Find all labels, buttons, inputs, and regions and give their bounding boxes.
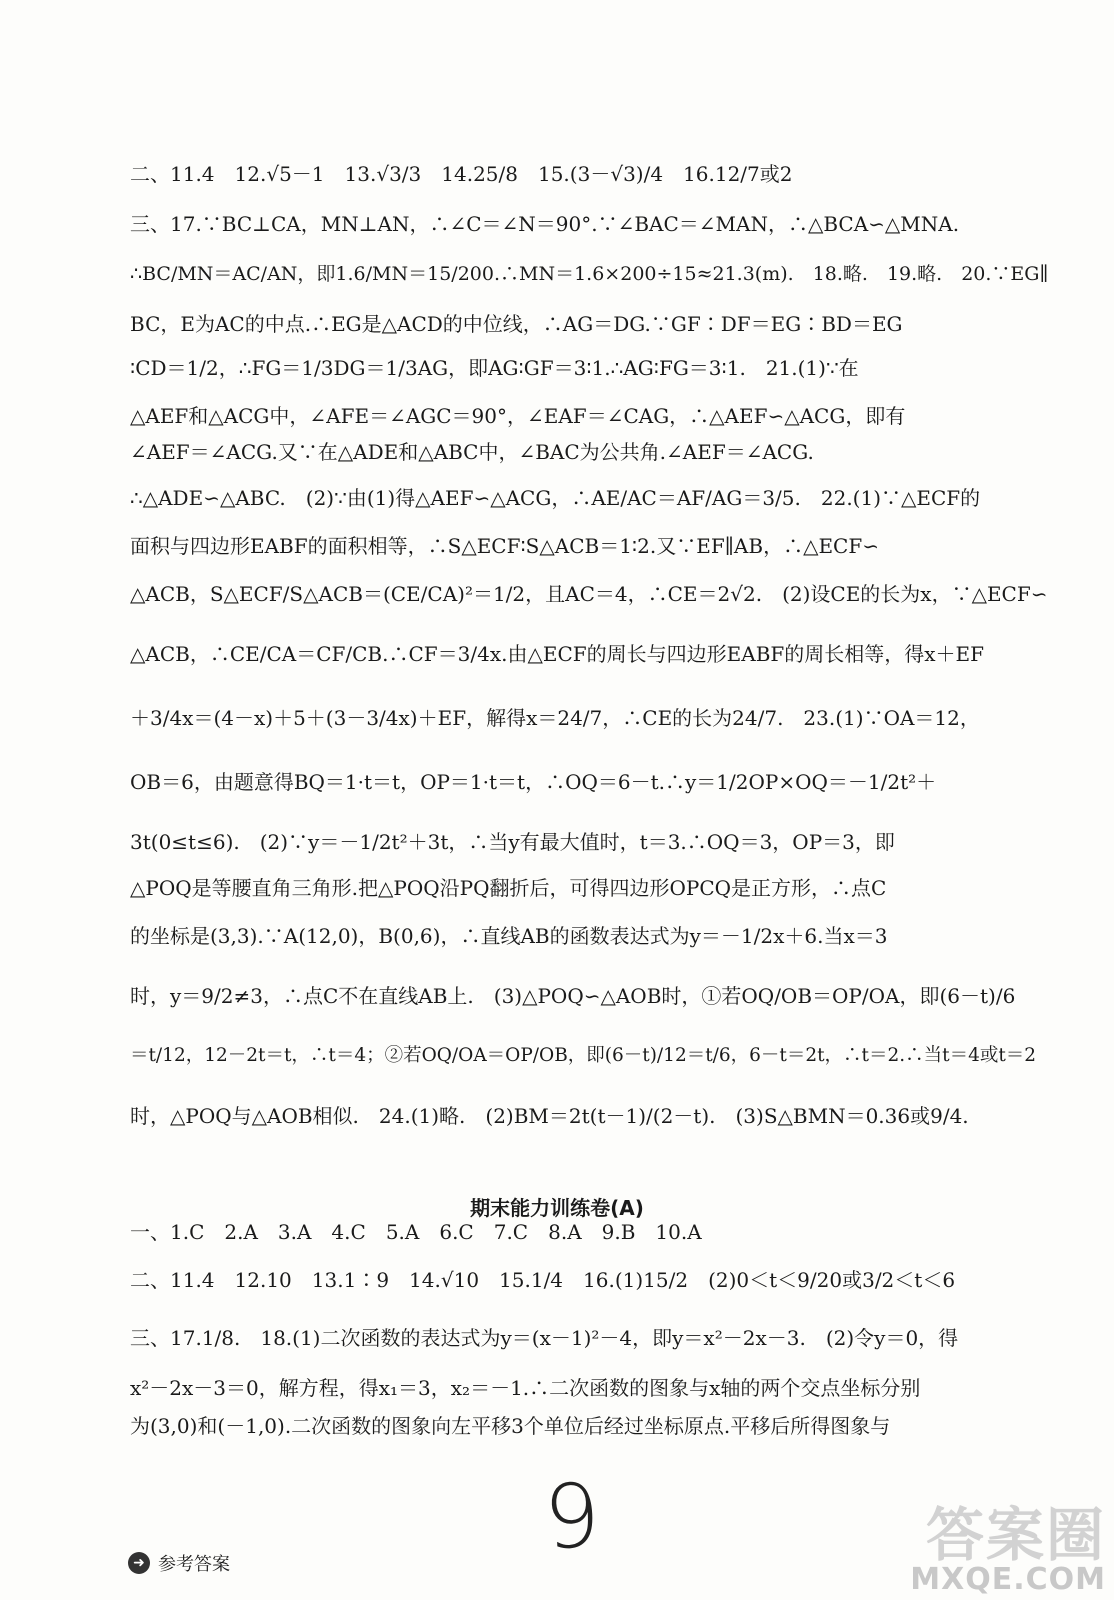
answer-line: △ACB，S△ECF/S△ACB＝(CE/CA)²＝1/2，且AC＝4，∴CE＝2√2. (2)设CE的长为x，∵△ECF∽ [130, 582, 1048, 606]
answer-line: 时，△POQ与△AOB相似. 24.(1)略. (2)BM＝2t(t－1)/(2－t). (3)S△BMN＝0.36或9/4. [130, 1104, 969, 1128]
answer-line: 二、11.4 12.√5－1 13.√3/3 14.25/8 15.(3－√3)/4 16.12/7或2 [130, 162, 793, 186]
answer-line: 为(3,0)和(－1,0).二次函数的图象向左平移3个单位后经过坐标原点.平移后所得图象与 [130, 1414, 891, 1438]
answer-line: △POQ是等腰直角三角形.把△POQ沿PQ翻折后，可得四边形OPCQ是正方形，∴点C [130, 876, 887, 900]
answer-line: 三、17.∵BC⊥CA，MN⊥AN，∴∠C＝∠N＝90°.∵∠BAC＝∠MAN，∴△BCA∽△MNA. [130, 212, 960, 236]
answer-line: ∴△ADE∽△ABC. (2)∵由(1)得△AEF∽△ACG，∴AE/AC＝AF/AG＝3/5. 22.(1)∵△ECF的 [130, 486, 981, 510]
answer-line: ＝t/12，12－2t＝t，∴t＝4；②若OQ/OA＝OP/OB，即(6－t)/12＝t/6，6－t＝2t，∴t＝2.∴当t＝4或t＝2 [130, 1045, 1037, 1066]
answer-line: 二、11.4 12.10 13.1∶9 14.√10 15.1/4 16.(1)15/2 (2)0＜t＜9/20或3/2＜t＜6 [130, 1268, 956, 1292]
answer-line: ∴BC/MN＝AC/AN，即1.6/MN＝15/200.∴MN＝1.6×200÷15≈21.3(m). 18.略. 19.略. 20.∵EG∥ [130, 263, 1049, 285]
footer-label: 参考答案 [158, 1554, 230, 1575]
arrow-circle-icon: ➜ [128, 1552, 150, 1574]
answer-line: OB＝6，由题意得BQ＝1·t＝t，OP＝1·t＝t，∴OQ＝6－t.∴y＝1/2OP×OQ＝－1/2t²＋ [130, 770, 937, 794]
answer-line: 面积与四边形EABF的面积相等，∴S△ECF∶S△ACB＝1∶2.又∵EF∥AB，∴△ECF∽ [130, 534, 879, 558]
answer-line: 一、1.C 2.A 3.A 4.C 5.A 6.C 7.C 8.A 9.B 10.A [130, 1220, 702, 1244]
answer-line: ∠AEF＝∠ACG.又∵在△ADE和△ABC中，∠BAC为公共角.∠AEF＝∠ACG. [130, 440, 814, 464]
answer-line: BC，E为AC的中点.∴EG是△ACD的中位线，∴AG＝DG.∵GF∶DF＝EG∶BD＝EG [130, 312, 903, 336]
answer-line: 时，y＝9/2≠3，∴点C不在直线AB上. (3)△POQ∽△AOB时，①若OQ/OB＝OP/OA，即(6－t)/6 [130, 984, 1016, 1008]
answer-line: x²－2x－3＝0，解方程，得x₁＝3，x₂＝－1.∴二次函数的图象与x轴的两个交点坐标分别 [130, 1376, 921, 1400]
answer-line: △ACB，∴CE/CA＝CF/CB.∴CF＝3/4x.由△ECF的周长与四边形EABF的周长相等，得x＋EF [130, 642, 985, 666]
watermark [910, 1488, 1106, 1597]
answer-line: ＋3/4x＝(4－x)＋5＋(3－3/4x)＋EF，解得x＝24/7，∴CE的长为24/7. 23.(1)∵OA＝12， [130, 706, 980, 730]
answer-line: ∶CD＝1/2，∴FG＝1/3DG＝1/3AG，即AG∶GF＝3∶1.∴AG∶FG＝3∶1. 21.(1)∵在 [130, 356, 859, 380]
handwritten-page-number: 9 [541, 1463, 603, 1570]
watermark-url: MXQE.COM [910, 1562, 1106, 1597]
footer [128, 1550, 230, 1576]
section-title: 期末能力训练卷(A) [470, 1196, 644, 1220]
watermark-logo: 答案圈 [925, 1501, 1106, 1569]
answer-line: 的坐标是(3,3).∵A(12,0)，B(0,6)，∴直线AB的函数表达式为y＝－1/2x＋6.当x＝3 [130, 924, 888, 948]
answer-line: 3t(0≤t≤6). (2)∵y＝－1/2t²＋3t，∴当y有最大值时，t＝3.∴OQ＝3，OP＝3，即 [130, 830, 895, 854]
answer-line: 三、17.1/8. 18.(1)二次函数的表达式为y＝(x－1)²－4，即y＝x²－2x－3. (2)令y＝0，得 [130, 1326, 959, 1350]
answer-line: △AEF和△ACG中，∠AFE＝∠AGC＝90°，∠EAF＝∠CAG，∴△AEF∽△ACG，即有 [130, 404, 906, 428]
